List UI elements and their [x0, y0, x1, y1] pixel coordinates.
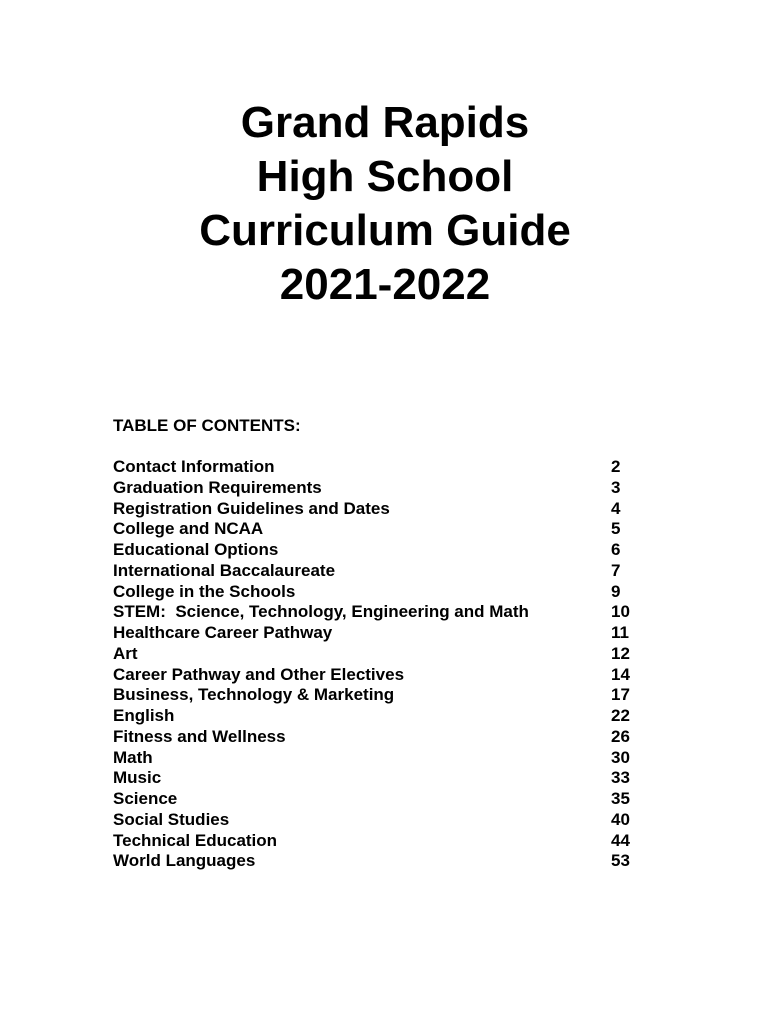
toc-entry[interactable]	[113, 602, 653, 623]
toc-entry[interactable]	[113, 748, 653, 769]
title-line-year: 2021-2022	[279, 260, 491, 309]
toc-entry-page: 7	[611, 560, 621, 580]
toc-entry[interactable]	[113, 457, 653, 478]
toc-entry-title: Math	[113, 747, 153, 767]
toc-entry-title: International Baccalaureate	[113, 560, 336, 580]
toc-entry[interactable]	[113, 499, 653, 520]
toc-entry[interactable]	[113, 644, 653, 665]
toc-entry[interactable]	[113, 768, 653, 789]
toc-entry-title: STEM: Science, Technology, Engineering and Math	[113, 602, 529, 622]
toc-entry-title: Healthcare Career Pathway	[113, 623, 333, 642]
toc-entry-title: Graduation Requirements	[113, 477, 322, 497]
title-line-school-city: Grand Rapids	[240, 98, 530, 147]
toc-entry-page: 14	[611, 664, 630, 684]
toc-entry[interactable]	[113, 540, 653, 561]
toc-entry-title: Career Pathway and Other Electives	[113, 664, 405, 684]
toc-entry-title: Music	[113, 768, 162, 788]
toc-entry[interactable]	[113, 665, 653, 686]
toc-entry[interactable]	[113, 810, 653, 831]
toc-entry-page: 22	[611, 706, 630, 725]
document-title	[0, 96, 770, 312]
toc-entry-title: College in the Schools	[113, 581, 296, 601]
toc-entry-page: 5	[611, 519, 621, 539]
toc-entry-page: 44	[611, 830, 630, 850]
toc-entry-title: Educational Options	[113, 540, 279, 559]
toc-entry-page: 26	[611, 726, 630, 746]
toc-entry[interactable]	[113, 561, 653, 582]
toc-entry-page: 53	[611, 851, 630, 871]
toc-entry-title: Social Studies	[113, 809, 230, 829]
table-of-contents	[113, 457, 653, 872]
toc-entry-page: 17	[611, 685, 630, 705]
toc-entry-title: Business, Technology & Marketing	[113, 685, 395, 705]
toc-entry-page: 40	[611, 809, 630, 829]
toc-entry-title: World Languages	[113, 851, 256, 871]
toc-entry-title: English	[113, 706, 175, 725]
toc-entry[interactable]	[113, 623, 653, 644]
toc-entry-title: Science	[113, 789, 178, 808]
toc-entry-title: Contact Information	[113, 457, 275, 476]
toc-entry-page: 33	[611, 768, 630, 788]
toc-entry-title: Art	[113, 643, 138, 663]
toc-heading: TABLE OF CONTENTS:	[113, 416, 301, 435]
toc-entry-page: 2	[611, 457, 621, 476]
toc-entry[interactable]	[113, 789, 653, 810]
toc-entry[interactable]	[113, 851, 653, 872]
toc-entry[interactable]	[113, 519, 653, 540]
toc-entry-page: 4	[611, 498, 621, 518]
toc-entry-page: 35	[611, 789, 630, 808]
toc-entry-page: 6	[611, 540, 621, 559]
toc-entry-title: Fitness and Wellness	[113, 726, 286, 746]
title-line-school-type: High School	[256, 152, 514, 201]
toc-entry[interactable]	[113, 582, 653, 603]
toc-entry-title: College and NCAA	[113, 519, 264, 539]
toc-entry[interactable]	[113, 831, 653, 852]
toc-entry-page: 9	[611, 581, 621, 601]
toc-entry-page: 3	[611, 477, 621, 497]
toc-entry-page: 11	[611, 623, 629, 642]
toc-entry-page: 12	[611, 643, 630, 663]
toc-entry-page: 30	[611, 747, 630, 767]
toc-entry[interactable]	[113, 706, 653, 727]
toc-entry[interactable]	[113, 727, 653, 748]
toc-entry-title: Registration Guidelines and Dates	[113, 498, 390, 518]
toc-entry-page: 10	[611, 602, 630, 622]
toc-entry[interactable]	[113, 685, 653, 706]
title-line-guide: Curriculum Guide	[199, 206, 571, 255]
toc-entry[interactable]	[113, 478, 653, 499]
toc-entry-title: Technical Education	[113, 830, 278, 850]
